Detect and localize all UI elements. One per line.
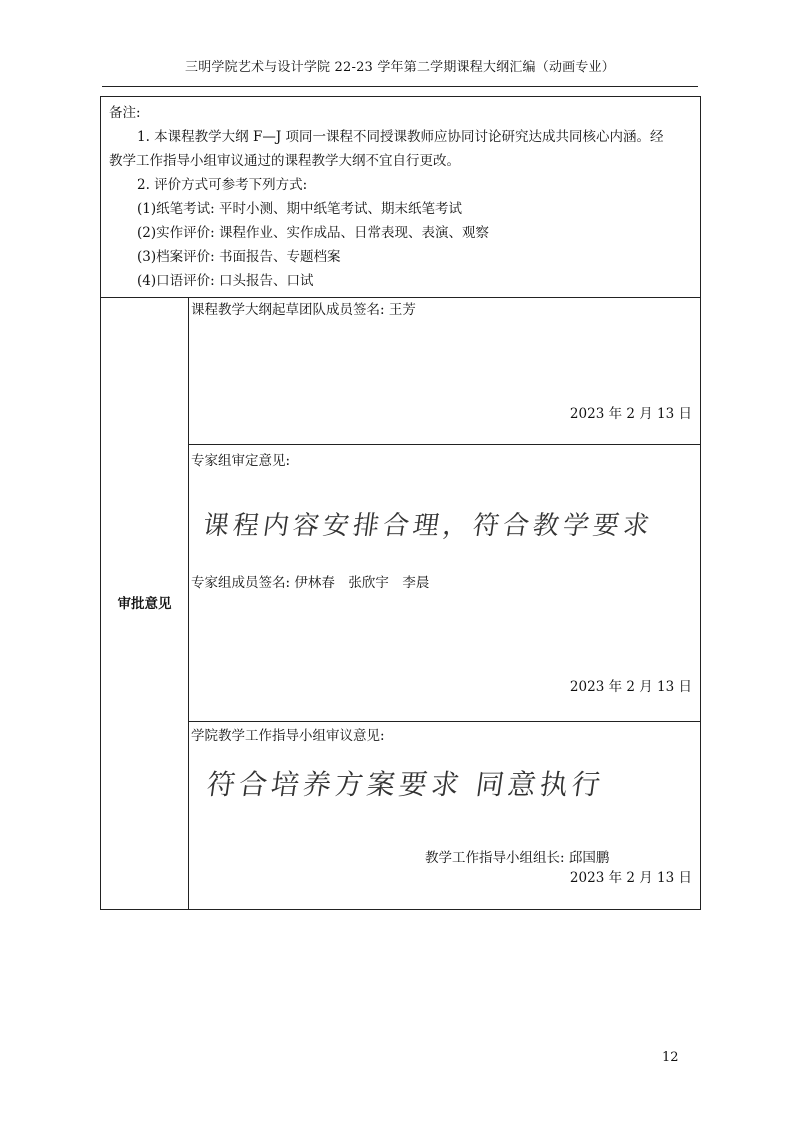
page-header: 三明学院艺术与设计学院 22-23 学年第二学期课程大纲汇编（动画专业）	[185, 60, 615, 75]
college-leader-label: 教学工作指导小组组长: 邱国鹏	[425, 850, 610, 866]
expert-cell	[189, 445, 701, 722]
notes-line-2: 2. 评价方式可参考下列方式:	[137, 177, 308, 193]
notes-item: (2)实作评价: 课程作业、实作成品、日常表现、表演、观察	[137, 225, 489, 241]
expert-box	[189, 445, 700, 721]
drafting-cell	[189, 298, 701, 445]
expert-handwritten-opinion: 课程内容安排合理，符合教学要求	[200, 511, 656, 541]
notes-line-1: 1. 本课程教学大纲 F—J 项同一课程不同授课教师应协同讨论研究达成共同核心内涵。经	[137, 129, 664, 145]
notes-line-1b: 教学工作指导小组审议通过的课程教学大纲不宜自行更改。	[109, 153, 460, 169]
expert-row	[101, 445, 701, 722]
college-box	[189, 722, 700, 909]
drafting-date: 2023 年 2 月 13 日	[569, 406, 693, 422]
college-row	[101, 722, 701, 910]
college-handwritten-opinion: 符合培养方案要求 同意执行	[204, 768, 607, 801]
notes-item: (1)纸笔考试: 平时小测、期中纸笔考试、期末纸笔考试	[137, 201, 462, 217]
expert-date: 2023 年 2 月 13 日	[569, 679, 693, 695]
notes-cell	[101, 97, 701, 298]
approval-form-table	[100, 96, 701, 910]
drafting-row	[101, 298, 701, 445]
expert-members-label: 专家组成员签名: 伊林春 张欣宇 李晨	[191, 575, 430, 591]
page-number: 12	[662, 1050, 679, 1065]
approval-label: 审批意见	[101, 298, 189, 910]
drafting-signature-label: 课程教学大纲起草团队成员签名: 王芳	[191, 302, 416, 318]
notes-heading: 备注:	[109, 105, 141, 121]
college-date: 2023 年 2 月 13 日	[569, 870, 693, 886]
drafting-box	[189, 298, 700, 444]
college-cell	[189, 722, 701, 910]
college-opinion-label: 学院教学工作指导小组审议意见:	[191, 728, 385, 744]
notes-row	[101, 97, 701, 298]
header-rule	[102, 86, 698, 87]
notes-item: (4)口语评价: 口头报告、口试	[137, 273, 314, 289]
expert-opinion-label: 专家组审定意见:	[191, 453, 291, 469]
notes-item: (3)档案评价: 书面报告、专题档案	[137, 249, 341, 265]
